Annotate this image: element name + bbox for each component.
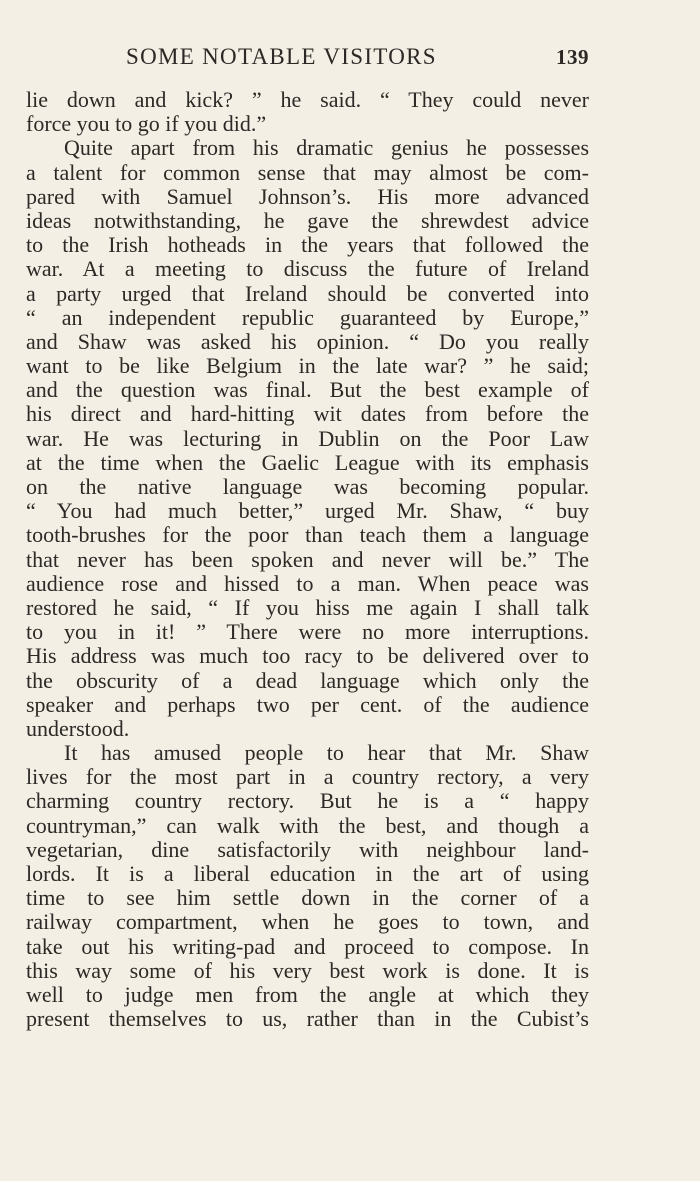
text-line: on the native language was becoming popular. [26,474,589,499]
text-line: pared with Samuel Johnson’s. His more advanced [26,183,589,209]
running-head: SOME NOTABLE VISITORS [126,44,437,69]
text-line: want to be like Belgium in the late war? ” he said; [26,353,589,379]
text-line: audience rose and hissed to a man. When peace was [26,570,589,596]
text-line: to the Irish hotheads in the years that followed the [26,232,589,258]
text-line: the obscurity of a dead language which only the [26,667,589,693]
text-line: It has amused people to hear that Mr. Shaw [64,740,589,766]
text-line: take out his writing-pad and proceed to compose. In [26,933,589,959]
text-line: his direct and hard-hitting wit dates from before the [26,401,589,427]
text-line: and Shaw was asked his opinion. “ Do you really [26,328,589,354]
text-line: at the time when the Gaelic League with its emphasis [26,449,589,475]
body-text [26,88,589,1031]
text-line: lives for the most part in a country rectory, a very [26,764,589,790]
text-line: lords. It is a liberal education in the art of using [26,861,589,886]
text-line: this way some of his very best work is done. It is [26,957,589,983]
text-line: a party urged that Ireland should be converted into [26,280,589,306]
text-line: well to judge men from the angle at which they [26,981,589,1007]
text-line: and the question was final. But the best example of [26,377,589,403]
text-line: vegetarian, dine satisfactorily with neighbour land- [26,836,589,862]
text-line: “ You had much better,” urged Mr. Shaw, “ buy [26,498,589,524]
text-line: restored he said, “ If you hiss me again I shall talk [26,594,589,620]
text-line: force you to go if you did.” [26,111,267,137]
text-line: present themselves to us, rather than in the Cubist’s [26,1006,589,1032]
text-line: countryman,” can walk with the best, and though a [26,812,589,838]
page-header [26,44,589,74]
text-line: ideas notwithstanding, he gave the shrewdest advice [26,207,589,233]
text-line: speaker and perhaps two per cent. of the audience [26,691,589,717]
text-line: railway compartment, when he goes to town, and [26,909,589,935]
text-line: time to see him settle down in the corner of a [26,885,589,911]
text-line: war. He was lecturing in Dublin on the Poor Law [26,425,589,451]
text-line: understood. [26,715,130,741]
text-line: a talent for common sense that may almost be com- [26,159,589,185]
page-number: 139 [556,45,589,69]
text-line: Quite apart from his dramatic genius he possesses [64,135,589,161]
text-line: charming country rectory. But he is a “ happy [26,788,589,814]
text-line: lie down and kick? ” he said. “ They could never [26,87,589,112]
text-line: to you in it! ” There were no more interruptions. [26,619,589,645]
text-line: war. At a meeting to discuss the future of Ireland [26,256,589,282]
text-line: tooth-brushes for the poor than teach them a language [26,522,589,548]
text-line: His address was much too racy to be delivered over to [26,643,589,669]
text-line: “ an independent republic guaranteed by Europe,” [26,304,589,330]
text-line: that never has been spoken and never will be.” The [26,546,589,572]
